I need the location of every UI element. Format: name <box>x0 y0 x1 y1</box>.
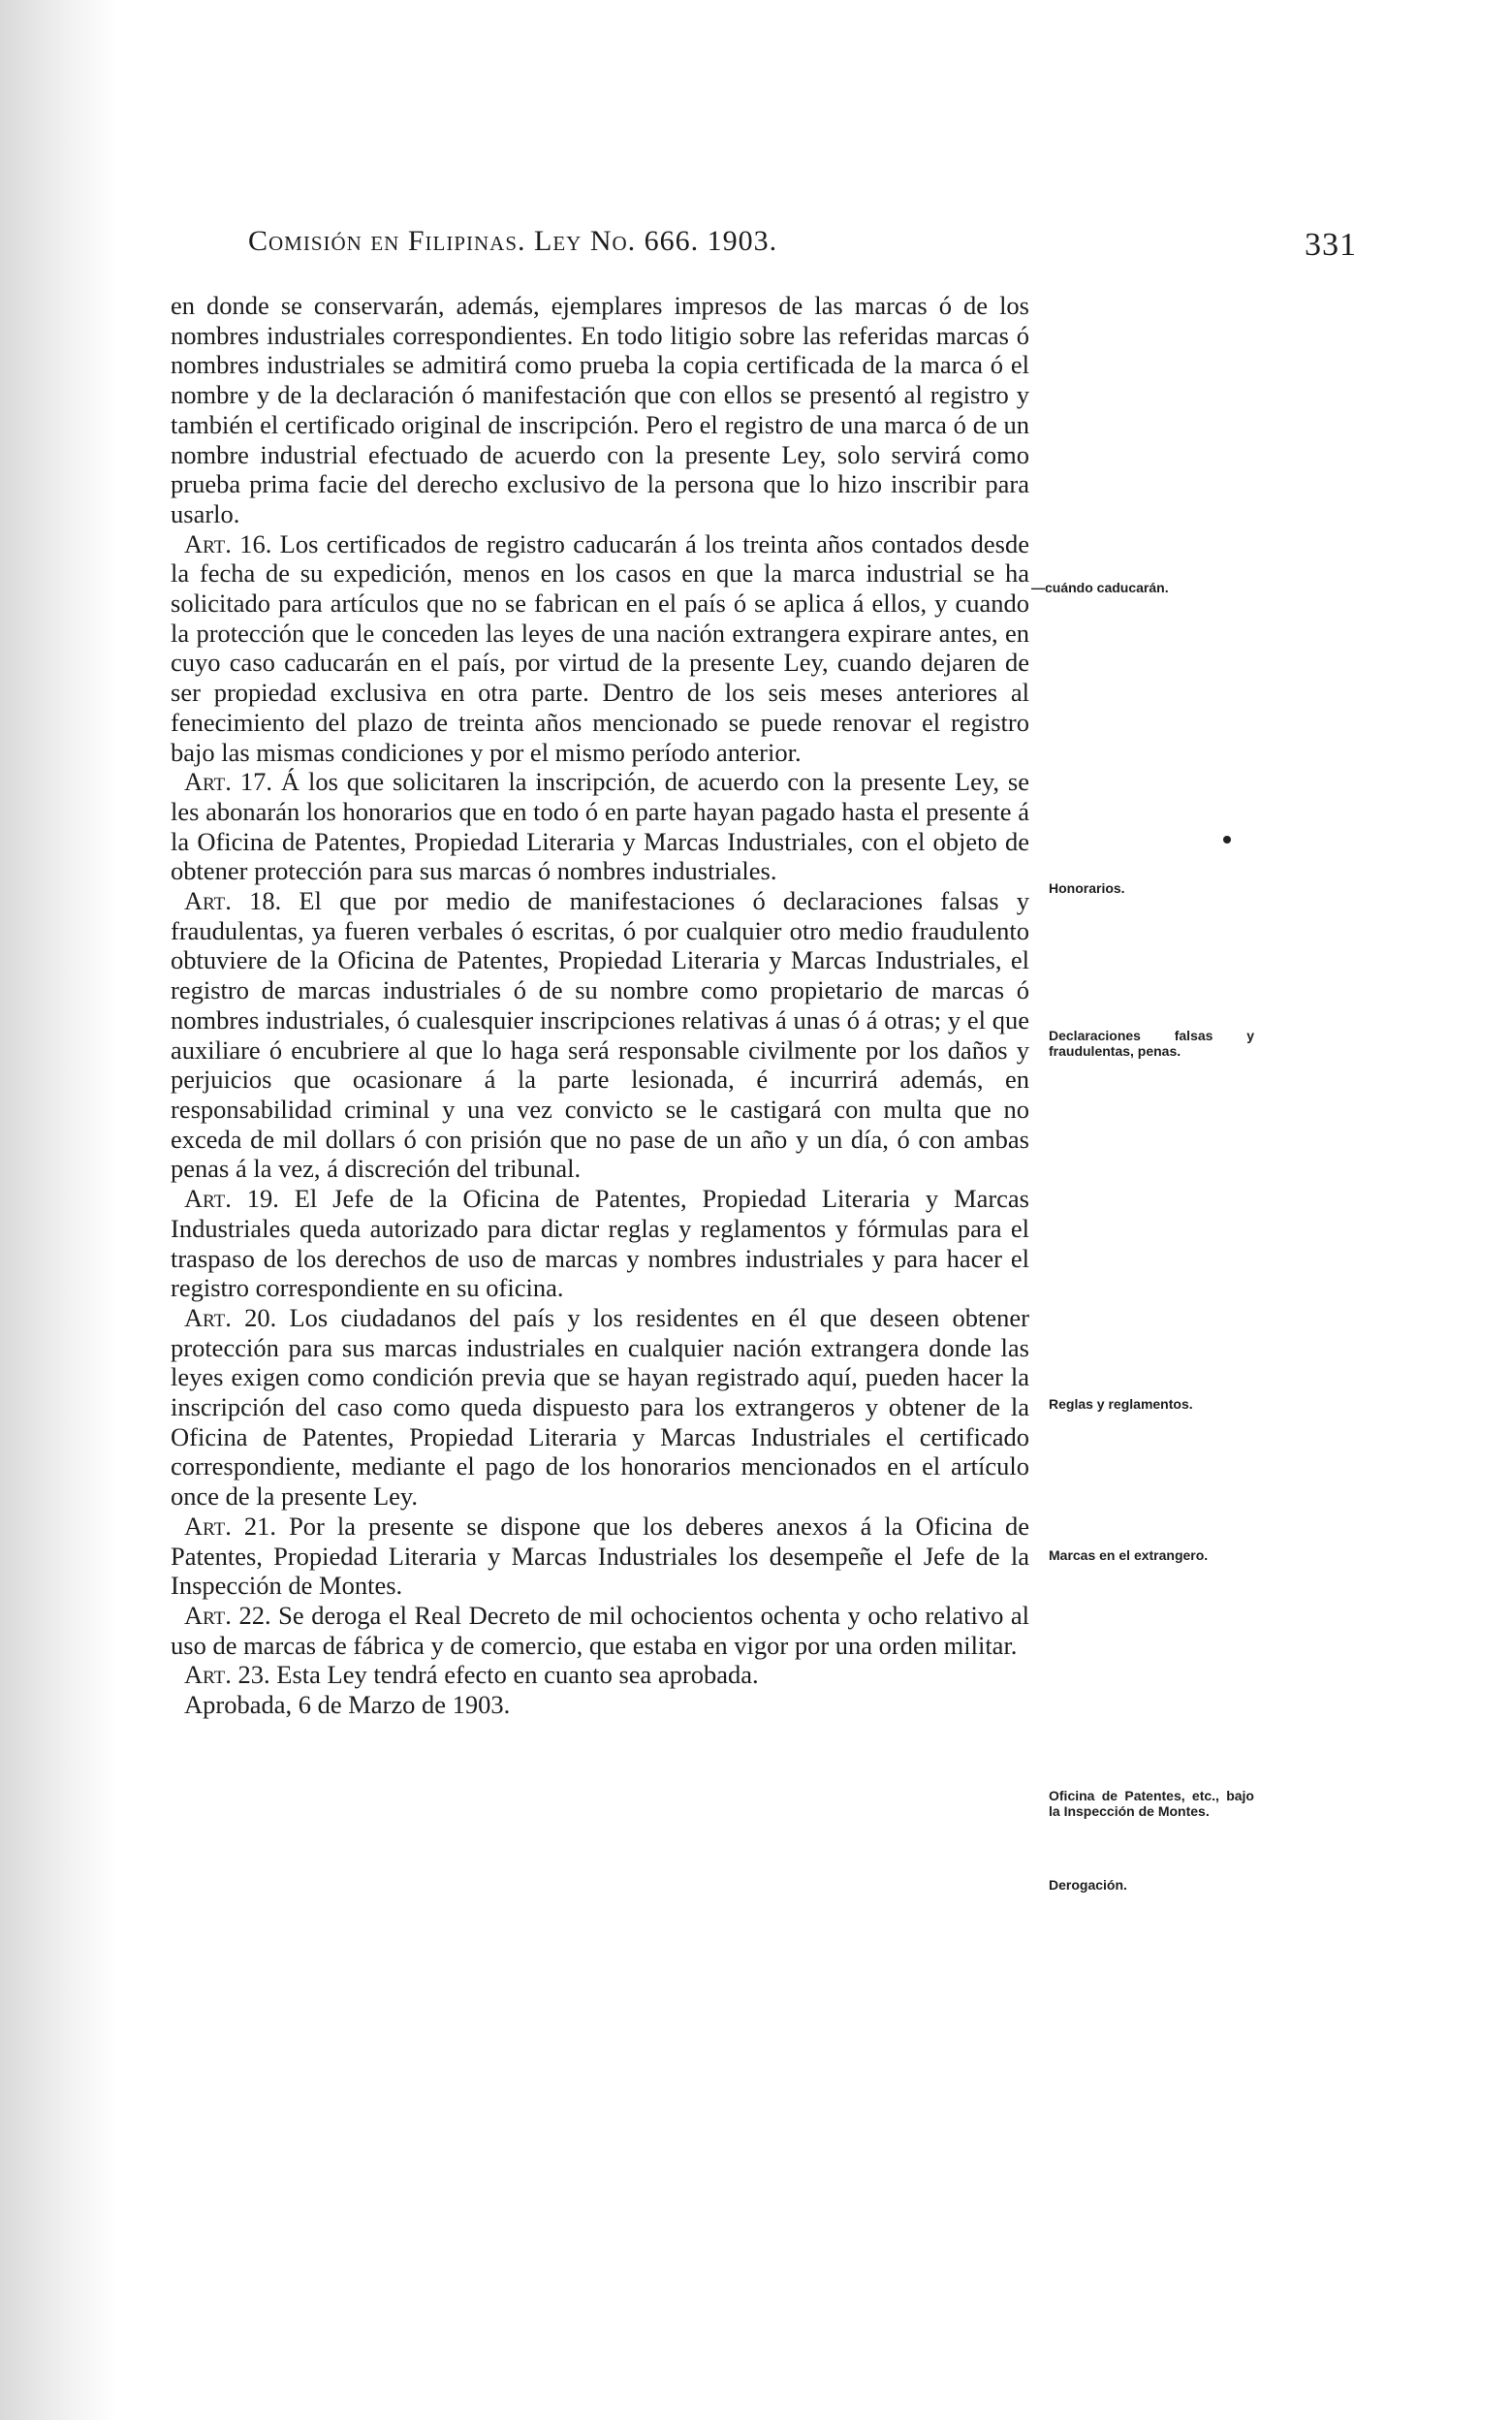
article-19 <box>171 1184 1029 1303</box>
article-18-text: El que por medio de manifestaciones ó declaraciones falsas y fraudulentas, ya fueren verbales ó escritas, ó por cualquier otro medio fraudulento obtuviere de la Oficina de Patentes, Propiedad Literaria y Marcas Industriales, el registro de marcas industriales ó de su nombre como propietario de marcas ó nombres industriales, ó cualesquier inscripciones relativas á unas ó á otras; y el que auxiliare ó encubriere al que lo haga será responsable civilmente por los daños y perjuicios que ocasionare á la parte lesionada, é incurrirá además, en responsabilidad criminal y una vez convicto se le castigará con multa que no exceda de mil dollars ó con prisión que no pase de un año y un día, ó con ambas penas á la vez, á discreción del tribunal. <box>171 886 1030 1184</box>
article-16 <box>171 529 1029 768</box>
article-16-label: Art. 16. <box>184 528 272 558</box>
margin-note-19: Reglas y reglamentos. <box>1049 1396 1193 1412</box>
article-19-label: Art. 19. <box>184 1184 279 1214</box>
article-22-label: Art. 22. <box>184 1600 271 1630</box>
article-19-text: El Jefe de la Oficina de Patentes, Propiedad Literaria y Marcas Industriales queda autorizado para dictar reglas y reglamentos y fórmulas para el traspaso de los derechos de uso de marcas y nombres industriales y para hacer el registro correspondiente en su oficina. <box>171 1184 1029 1303</box>
article-20-text: Los ciudadanos del país y los residentes en él que deseen obtener protección para sus marcas industriales en cualquier nación extrangera donde las leyes exigen como condición previa que se hayan registrado aquí, pueden hacer la inscripción del caso como queda dispuesto para los extrangeros y obtener de la Oficina de Patentes, Propiedad Literaria y Marcas Industriales el certificado correspondiente, mediante el pago de los honorarios mencionados en el artículo once de la presente Ley. <box>171 1302 1029 1512</box>
margin-note-17: Honorarios. <box>1049 880 1125 896</box>
approval-date: Aprobada, 6 de Marzo de 1903. <box>184 1690 511 1720</box>
margin-note-20: Marcas en el extrangero. <box>1049 1547 1209 1563</box>
margin-note-21: Oficina de Patentes, etc., bajo la Inspección de Montes. <box>1049 1788 1254 1819</box>
article-21-text: Por la presente se dispone que los deberes anexos á la Oficina de Patentes, Propiedad Literaria y Marcas Industriales los desempeñe el Jefe de la Inspección de Montes. <box>171 1511 1030 1601</box>
article-16-text: Los certificados de registro caducarán á los treinta años contados desde la fecha de su expedición, menos en los casos en que la marca industrial se ha solicitado para artículos que no se fabrican en el país ó se aplica á ellos, y cuando la protección que le conceden las leyes de una nación extrangera expirare antes, en cuyo caso caducarán en el país, por virtud de la presente Ley, cuando dejaren de ser propiedad exclusiva en otra parte. Dentro de los seis meses anteriores al fenecimiento del plazo de treinta años mencionado se puede renovar el registro bajo las mismas condiciones y por el mismo período anterior. <box>171 528 1030 767</box>
article-17-label: Art. 17. <box>184 767 272 797</box>
article-18 <box>171 886 1029 1184</box>
margin-note-22: Derogación. <box>1049 1877 1127 1893</box>
article-21-label: Art. 21. <box>184 1511 277 1541</box>
article-23 <box>171 1660 1029 1690</box>
article-23-label: Art. 23. <box>184 1660 270 1690</box>
article-17-text: Á los que solicitaren la inscripción, de acuerdo con la presente Ley, se les abonarán los honorarios que en todo ó en parte hayan pagado hasta el presente á la Oficina de Patentes, Propiedad Literaria y Marcas Industriales, con el objeto de obtener protección para sus marcas ó nombres industriales. <box>171 767 1030 886</box>
margin-note-18: Declaraciones falsas y fraudulentas, penas. <box>1049 1028 1254 1059</box>
article-20-label: Art. 20. <box>184 1302 277 1332</box>
page-header <box>248 225 1357 273</box>
body-text <box>171 291 1029 1720</box>
article-20 <box>171 1303 1029 1512</box>
article-21 <box>171 1512 1029 1601</box>
margin-note-16: —cuándo caducarán. <box>1031 580 1169 595</box>
article-23-text: Esta Ley tendrá efecto en cuanto sea aprobada. <box>276 1660 759 1690</box>
article-22 <box>171 1601 1029 1660</box>
page-number: 331 <box>1305 227 1357 263</box>
running-title: Comisión en Filipinas. Ley No. 666. 1903. <box>248 225 778 257</box>
article-22-text: Se deroga el Real Decreto de mil ochocientos ochenta y ocho relativo al uso de marcas de fábrica y de comercio, que estaba en vigor por una orden militar. <box>171 1600 1030 1660</box>
ink-dot-mark <box>1223 836 1231 844</box>
article-18-label: Art. 18. <box>184 886 282 916</box>
paragraph-continued: en donde se conservarán, además, ejemplares impresos de las marcas ó de los nombres industriales correspondientes. En todo litigio sobre las referidas marcas ó nombres industriales se admitirá como prueba la copia certificada de la marca ó el nombre y de la declaración ó manifestación que con ellos se presentó al registro y también el certificado original de inscripción. Pero el registro de una marca ó de un nombre industrial efectuado de acuerdo con la presente Ley, solo servirá como prueba prima facie del derecho exclusivo de la persona que lo hizo inscribir para usarlo. <box>171 291 1029 528</box>
article-17 <box>171 767 1029 886</box>
